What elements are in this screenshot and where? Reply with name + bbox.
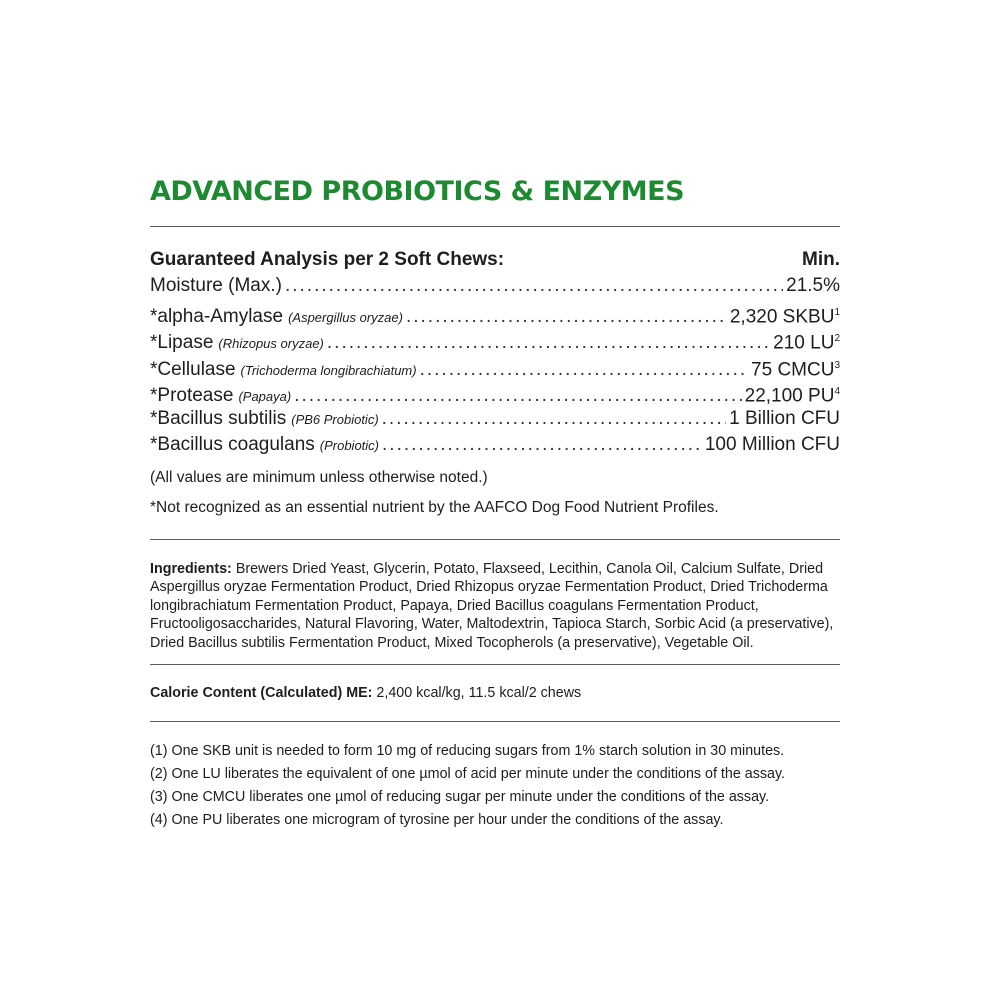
nutrient-value: 22,100 $PU^4$ [744,385,840,406]
footnote: (2) One LU liberates the equivalent of one µmol of acid per minute under the conditions of the assay. [150,766,786,783]
nutrient-value: 2,320 SKBU$^1$ [729,305,840,326]
analysis-rows [150,273,840,459]
nutrient-source: (PB6 Probiotic) [291,411,379,427]
nutrient-name: *alpha-Amylase [150,305,284,326]
divider [150,539,840,540]
leader-dots [406,304,727,326]
footnote-ref: 3 [834,359,840,371]
nutrient-name: *Cellulase [150,358,236,379]
footnote-ref: 4 [834,386,840,397]
ingredients-label: Ingredients: [150,560,232,577]
label-panel [150,170,840,831]
leader-dots [382,406,726,433]
calorie-content [150,683,840,703]
nutrient-value: 75 CMCU$^3$ [751,358,840,379]
nutrient-source: (Papaya) [238,389,292,405]
footnote-ref: 1 [834,306,840,318]
nutrient-source: (Probiotic) [319,438,380,453]
nutrient-value: 100 Million CFU [704,434,840,455]
note-minimum: (All values are minimum unless otherwise noted.) [150,468,488,486]
analysis-header [150,247,840,273]
nutrient-source: (Trichoderma longibrachiatum) [240,362,417,378]
analysis-header-min: Min. [802,249,840,270]
page-title: ADVANCED PROBIOTICS & ENZYMES [150,176,685,207]
ingredients-text: Brewers Dried Yeast, Glycerin, Potato, Flaxseed, Lecithin, Canola Oil, Calcium Sulfate, Dried Aspergillus oryzae Fermentation Product, Dried Rhizopus oryzae Fermentation Product, Dried Trichoderma longibrachiatum Fermentation Product, Papaya, Dried Bacillus coagulans Fermentation Product, Fructooligosaccharides, Natural Flavoring, Water, Maltodextrin, Tapioca Starch, Sorbic Acid (a preservative), Dried Bacillus subtilis Fermentation Product, Mixed Tocopherols (a preservative), Vegetable Oil. [150,560,834,651]
analysis-header-label: Guaranteed Analysis per 2 Soft Chews: [150,249,505,270]
calorie-label: Calorie Content (Calculated) ME: [150,685,373,702]
nutrient-name: *Bacillus coagulans [150,434,315,455]
nutrient-name: *Lipase [150,332,214,353]
nutrient-value: 21.5% [786,275,840,296]
calorie-text: 2,400 kcal/kg, 11.5 kcal/2 chews [376,685,582,702]
nutrient-source: (Rhizopus oryzae) [218,336,324,352]
analysis-row [150,432,840,459]
nutrient-value: 1 Billion CFU [729,407,840,429]
leader-dots [294,383,741,405]
leader-dots [327,330,770,352]
footnote-ref: 2 [834,333,840,344]
leader-dots [420,357,748,379]
footnotes [150,740,840,831]
analysis-row [150,406,840,433]
ingredients [150,560,840,653]
nutrient-value: 210 $LU^2$ [773,332,840,353]
footnote: (4) One PU liberates one microgram of tyrosine per hour under the conditions of the assay. [150,811,724,828]
note-aafco: *Not recognized as an essential nutrient by the AAFCO Dog Food Nutrient Profiles. [150,498,719,516]
divider [150,664,840,665]
footnote: (3) One CMCU liberates one µmol of reducing sugar per minute under the conditions of the assay. [150,788,770,805]
divider [150,721,840,722]
nutrient-name: *Bacillus subtilis [150,407,287,429]
leader-dots [285,273,783,300]
analysis-row [150,300,840,327]
divider [150,226,840,227]
analysis-row [150,353,840,380]
leader-dots [382,432,702,459]
footnote: (1) One SKB unit is needed to form 10 mg of reducing sugars from 1% starch solution in 30 minutes. [150,743,785,760]
analysis-row [150,326,840,353]
analysis-row [150,379,840,406]
nutrient-name: *Protease [150,385,234,406]
nutrient-name: Moisture (Max.) [150,275,282,296]
nutrient-source: (Aspergillus oryzae) [288,309,403,325]
analysis-row [150,273,840,300]
